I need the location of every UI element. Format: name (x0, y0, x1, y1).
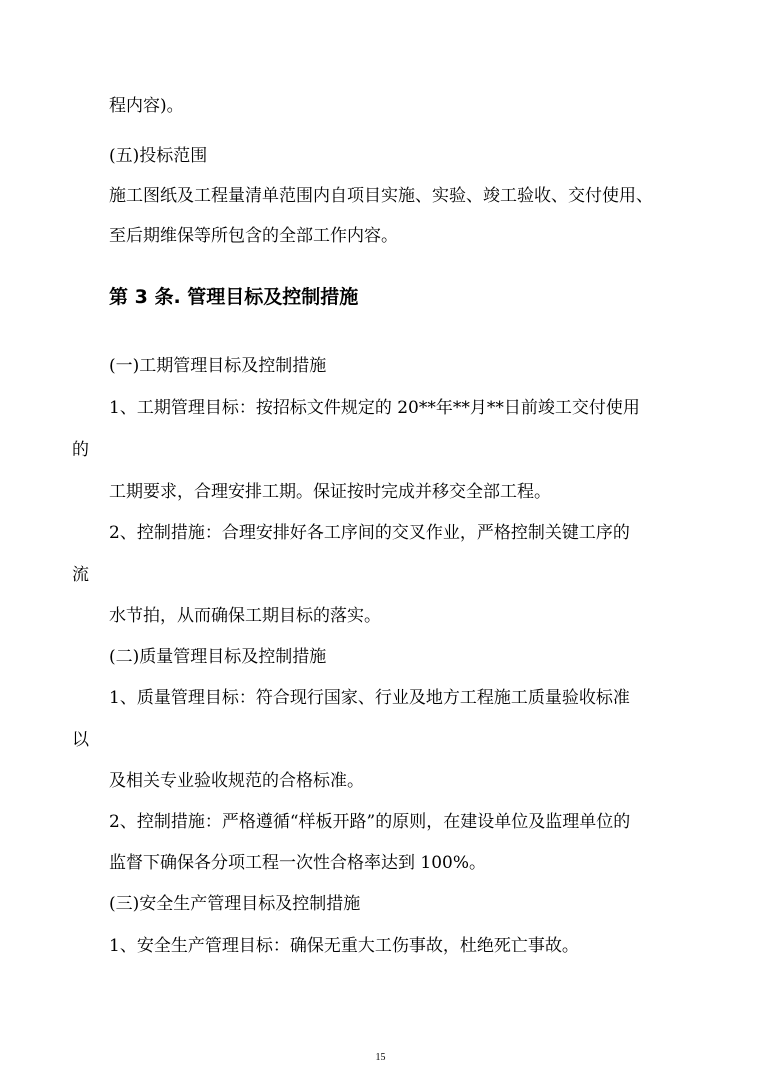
text-line: 施工图纸及工程量清单范围内自项目实施、实验、竣工验收、交付使用、 (109, 186, 653, 206)
text-line: 1、工期管理目标：按招标文件规定的 20**年**月**日前竣工交付使用 (109, 398, 640, 418)
page-number: 15 (375, 1052, 386, 1063)
text-line: 及相关专业验收规范的合格标准。 (109, 771, 364, 791)
subsection-title: (一)工期管理目标及控制措施 (109, 356, 327, 376)
text-line: 以 (72, 730, 89, 750)
text-line: 2、控制措施：合理安排好各工序间的交叉作业，严格控制关键工序的 (109, 523, 630, 543)
text-line: 的 (72, 440, 89, 460)
subsection-title: (三)安全生产管理目标及控制措施 (109, 894, 361, 914)
text-line: 2、控制措施：严格遵循“样板开路”的原则，在建设单位及监理单位的 (109, 812, 631, 832)
text-line: 1、质量管理目标：符合现行国家、行业及地方工程施工质量验收标准 (109, 688, 630, 708)
text-line: 监督下确保各分项工程一次性合格率达到 100%。 (109, 853, 487, 873)
text-line: 1、安全生产管理目标：确保无重大工伤事故，杜绝死亡事故。 (109, 936, 579, 956)
text-line: 至后期维保等所包含的全部工作内容。 (109, 226, 398, 246)
text-line: 程内容)。 (109, 96, 184, 116)
text-line: 水节拍，从而确保工期目标的落实。 (109, 606, 381, 626)
section-heading: 第 3 条. 管理目标及控制措施 (109, 286, 359, 308)
subsection-title: (二)质量管理目标及控制措施 (109, 647, 327, 667)
subsection-title: (五)投标范围 (109, 146, 208, 166)
text-line: 工期要求，合理安排工期。保证按时完成并移交全部工程。 (109, 482, 551, 502)
text-line: 流 (72, 565, 89, 585)
